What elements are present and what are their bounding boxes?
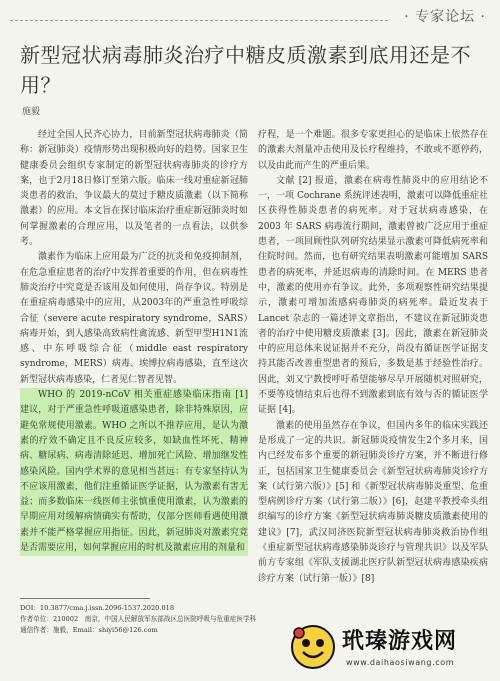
paragraph: 文献 [2] 报道，激素在病毒性肺炎中的应用结论不一，一项 Cochrane 系统评述表明，激素可以降低重症社区获得性肺炎患者的病死率。对于冠状病毒感染，在 2003 年 SARS 病毒流行期间，激素曾被广泛应用于重症患者，一项回顾性队列研究结果显示激素可降低病死率和住院时间。然而，也有研究结果表明激素可能增加 SARS 患者的病死率，并延迟病毒的清除时间。在 MERS 患者中，激素的使用亦有争议。此外，多项观察性研究结果提示，激素可增加流感病毒肺炎的病死率。最近发表于 Lancet 杂志的一篇述评文章指出，不建议在新冠肺炎患者的治疗中使用糖皮质激素 [3]。因此，激素在新冠肺炎中的应用总体来说证据并不充分，尚没有循证医学证据支持其能否改善重型患者的预后，多数是基于经验性治疗。因此，刘又宁教授呼吁希望能够尽早开展随机对照研究，不要等疫情结束后也得不到激素到底有效与否的循证医学证据 [4]。 [258,175,488,416]
doi: DOI：10.3877/cma.j.issn.2096-1537.2020.018 [20,604,175,612]
section-label: · 专家论坛 · [404,9,486,25]
footnote-divider [20,598,150,599]
paragraph: 激素作为临床上应用最为广泛的抗炎和免疫抑制剂，在危急重症患者的治疗中发挥着重要的作用，但在病毒性肺炎治疗中究竟是否该用及如何使用，尚存争议。特别是在重症病毒感染中的应用，从2003年的严重急性呼吸综合征（severe acute respiratory syndrome，SARS）病毒开始，到人感染高致病性禽流感、新型甲型H1N1流感、中东呼吸综合征（middle east respiratory syndrome，MERS）病毒、埃博拉病毒感染，直至这次新型冠状病毒感染，仁者见仁智者见智。 [20,252,248,385]
article-author: 施毅 [22,107,41,117]
article-title: 新型冠状病毒肺炎治疗中糖皮质激素到底用还是不用？ [20,43,471,97]
right-column [258,128,488,587]
footnote [20,603,260,636]
watermark [290,618,495,678]
left-column [20,128,248,556]
watermark-url: www.daihaosiwang.com [346,658,455,667]
watermark-name: 玳瑧游戏网 [342,629,458,654]
header-divider [10,20,388,21]
paragraph: 激素的使用虽然存在争议，但国内多年的临床实践还是形成了一定的共识。新冠肺炎疫情发生2个多月来，国内已经发布多个重要的新冠肺炎诊疗方案，并不断进行修正，包括国家卫生健康委员会《新型冠状病毒肺炎诊疗方案（试行第六版）》[5] 和《新型冠状病毒肺炎重型、危重型病例诊疗方案（试行第二版）》[6]，赵建平教授牵头组织编写的诊疗方案《新型冠状病毒肺炎糖皮质激素使用的建议》[7]，武汉同济医院新型冠状病毒肺炎救治协作组《重症新型冠状病毒感染肺炎诊疗与管理共识》以及军队前方专家组《军队支援湖北医疗队新型冠状病毒感染疾病诊疗方案（试行第一版）》[8] [258,420,488,584]
paragraph-highlighted: WHO 的 2019-nCoV 相关重症感染临床指南 [1] 建议，对于严重急性呼吸道感染患者，除非特殊原因，应避免常规使用激素。WHO 之所以不推荐应用，是认为激素的疗效不确定且不良反应较多，如缺血性坏死、精神病、糖尿病、病毒清除延迟、增加死亡风险、增加继发性感染风险。国内学术界的意见相当甚远：有专家坚持认为不应该用激素，他们注重循证医学证据，认为激素有害无益；而多数临床一线医师主张慎重使用激素，认为激素的早期应用对缓解病情确实有帮助，仅部分医师看遇使用激素并不能严格掌握应用指征。因此，新冠肺炎对激素究竟是否需要应用，如何掌握应用的时机及激素应用的剂量和 [20,388,248,556]
watermark-logo-icon [290,624,336,670]
corresponding-author: 通信作者：施毅，Email：shiyi56@126.com [20,626,158,634]
page-header [0,0,500,30]
affiliation: 作者单位：210002 南京，中国人民解放军东部战区总医院呼吸与危重症医学科 [20,615,257,623]
paragraph: 经过全国人民齐心协力，目前新型冠状病毒肺炎（简称：新冠肺炎）疫情形势出现积极向好的趋势。国家卫生健康委员会组织专家制定的新型冠状病毒肺炎的诊疗方案，也于2月18日修订至第六版。临床一线对重症新冠肺炎患者的救治，争议最大的莫过于糖皮质激素（以下简称激素）的应用。本文旨在探讨临床治疗重症新冠肺炎时如何掌握激素的合理应用，以及笔者的一点看法，以供参考。 [20,130,248,248]
paragraph: 疗程，是一个难题。很多专家更担心的是临床上依然存在的激素大剂量冲击使用及长疗程维持，不敢或不愿停药，以及由此而产生的严重后果。 [258,130,488,171]
